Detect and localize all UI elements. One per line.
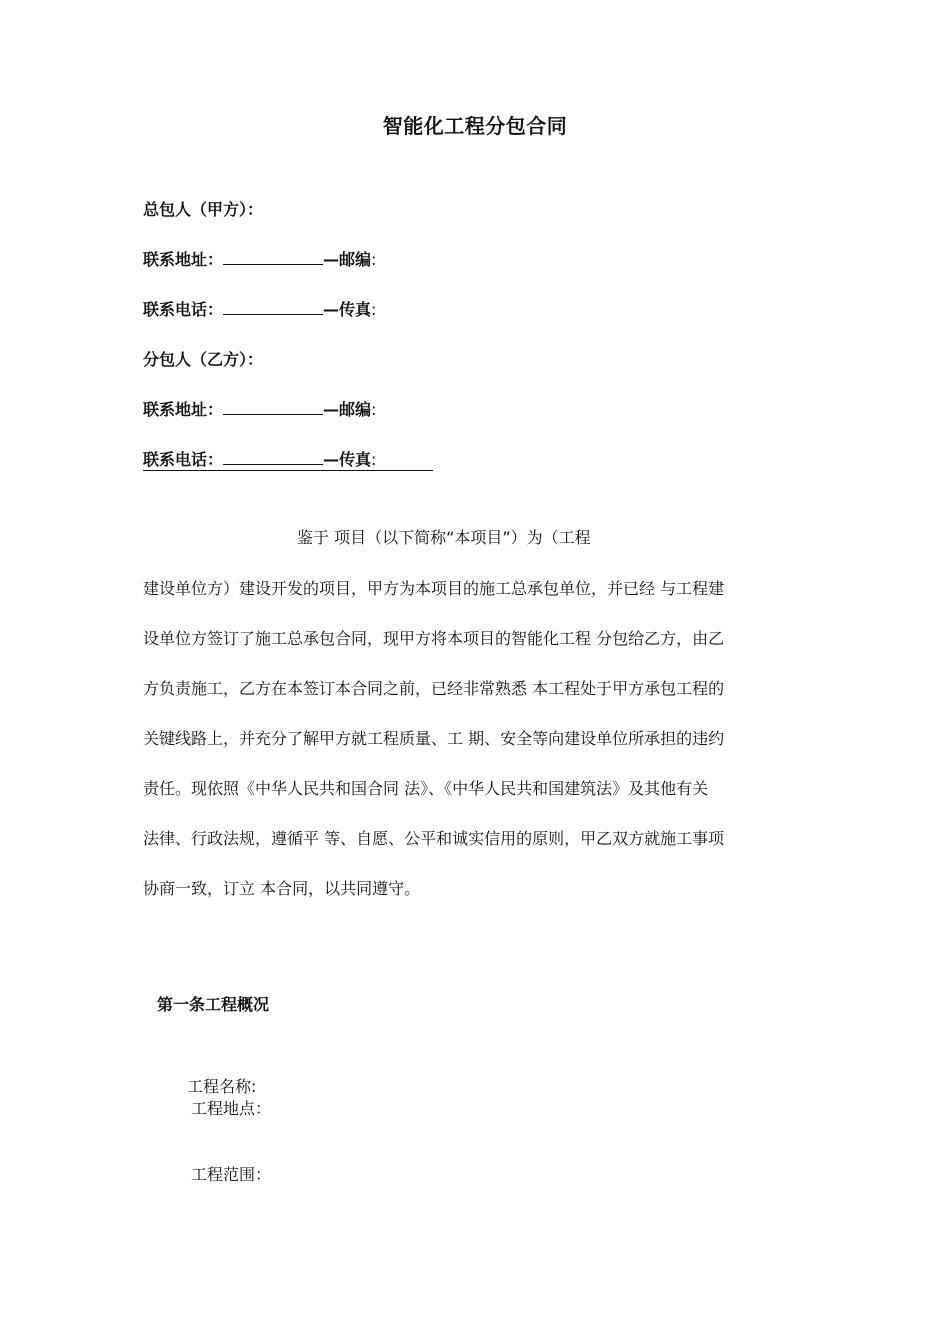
section-1-title: 第一条工程概况 bbox=[157, 995, 270, 1014]
party-b-fax-label: —传真 bbox=[323, 450, 372, 469]
project-location-label: 工程地点： bbox=[191, 1099, 272, 1118]
preamble-line: 设单位方签订了施工总承包合同，现甲方将本项目的智能化工程 分包给乙方，由乙 bbox=[143, 629, 725, 648]
party-a-fax-label: —传真 bbox=[323, 300, 372, 319]
party-b-fax-colon: : bbox=[371, 450, 377, 469]
preamble-line: 协商一致，订立 本合同，以共同遵守。 bbox=[143, 879, 421, 898]
party-b-postcode-colon: : bbox=[371, 400, 377, 419]
project-scope-label: 工程范围： bbox=[191, 1165, 272, 1184]
project-name-label: 工程名称: bbox=[187, 1077, 257, 1096]
party-a-phone-line bbox=[143, 300, 376, 320]
party-b-phone-line bbox=[143, 450, 376, 470]
contract-title: 智能化工程分包合同 bbox=[382, 114, 568, 138]
party-a-phone-blank bbox=[223, 300, 323, 315]
party-a-address-label: 联系地址： bbox=[143, 250, 224, 269]
party-b-address-line bbox=[143, 400, 376, 420]
preamble-line: 鉴于 项目（以下简称“本项目”）为（工程 bbox=[297, 528, 591, 547]
party-a-postcode-colon: : bbox=[371, 250, 377, 269]
preamble-line: 方负责施工，乙方在本签订本合同之前，已经非常熟悉 本工程处于甲方承包工程的 bbox=[143, 679, 725, 698]
party-b-address-blank bbox=[223, 400, 323, 415]
preamble-line: 法律、行政法规，遵循平 等、自愿、公平和诚实信用的原则，甲乙双方就施工事项 bbox=[143, 829, 725, 848]
preamble-line: 建设单位方）建设开发的项目，甲方为本项目的施工总承包单位，并已经 与工程建 bbox=[143, 579, 725, 598]
party-b-phone-blank bbox=[223, 450, 323, 465]
party-b-postcode-label: —邮编 bbox=[323, 400, 372, 419]
party-b-label: 分包人（乙方）： bbox=[143, 350, 264, 369]
party-a-address-blank bbox=[223, 250, 323, 265]
preamble-line: 关键线路上，并充分了解甲方就工程质量、工 期、安全等向建设单位所承担的违约 bbox=[143, 729, 725, 748]
party-b-phone-label: 联系电话： bbox=[143, 450, 224, 469]
party-a-postcode-label: —邮编 bbox=[323, 250, 372, 269]
party-a-address-line bbox=[143, 250, 376, 270]
party-b-signature-underline bbox=[143, 470, 433, 471]
party-a-label: 总包人（甲方）： bbox=[143, 200, 264, 219]
preamble-line: 责任。现依照《中华人民共和国合同 法》、《中华人民共和国建筑法》及其他有关 bbox=[143, 779, 709, 798]
party-a-phone-label: 联系电话： bbox=[143, 300, 224, 319]
party-a-fax-colon: : bbox=[371, 300, 377, 319]
party-b-address-label: 联系地址： bbox=[143, 400, 224, 419]
